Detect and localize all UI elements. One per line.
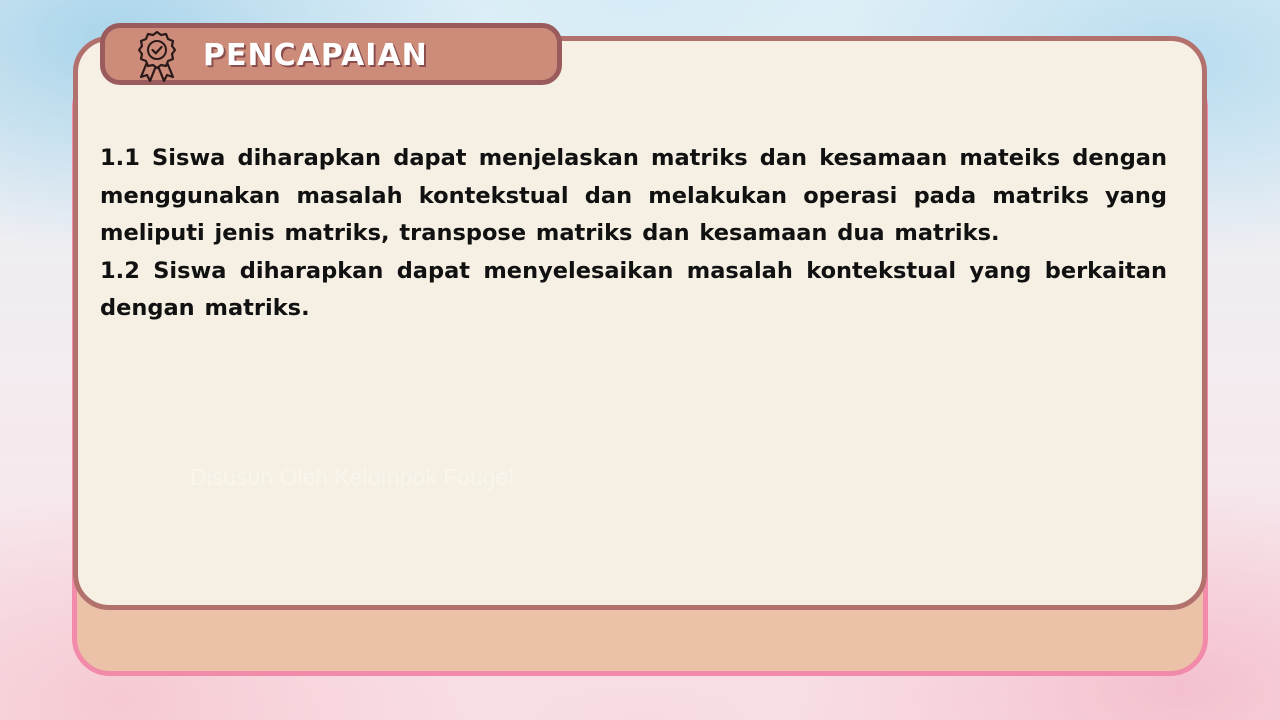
award-ribbon-icon	[133, 30, 181, 82]
title-tab	[100, 23, 562, 85]
slide-title: PENCAPAIAN	[203, 38, 428, 73]
objective-1: 1.1 Siswa diharapkan dapat menjelaskan matriks dan kesamaan mateiks dengan menggunakan masalah kontekstual dan melakukan operasi pada matriks yang meliputi jenis matriks, transpose matriks dan kesamaan dua matriks.	[100, 145, 1167, 246]
faded-credit-text: Disusun Oleh Kelompok Fougel	[190, 464, 514, 490]
learning-objectives	[100, 140, 1167, 328]
objective-2: 1.2 Siswa diharapkan dapat menyelesaikan masalah kontekstual yang berkaitan dengan matriks.	[100, 257, 1167, 321]
